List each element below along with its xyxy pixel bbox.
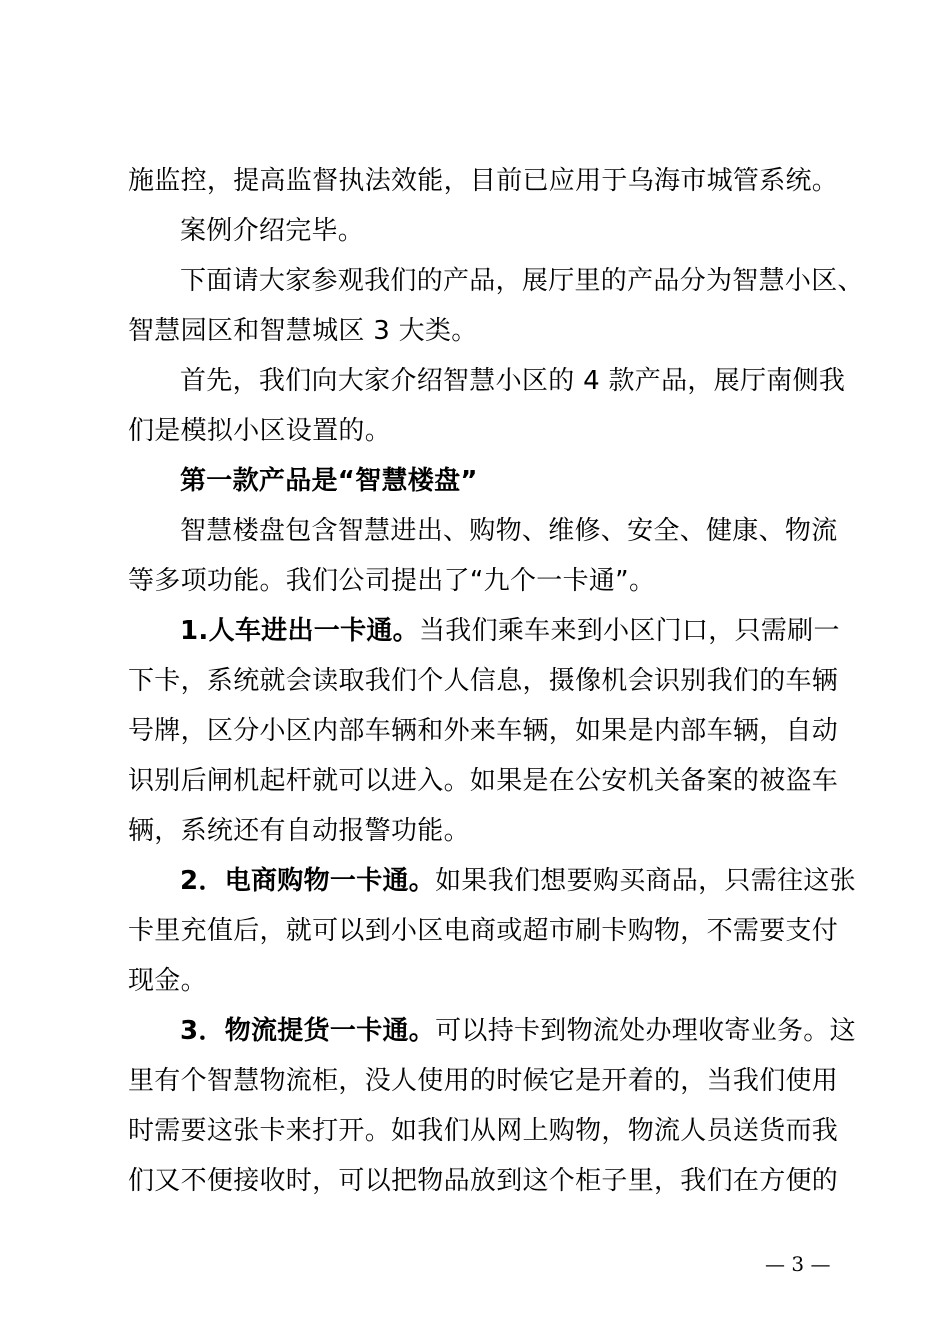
page-number: — 3 — [765,1252,831,1276]
text-line: 们又不便接收时，可以把物品放到这个柜子里，我们在方便的 [128,1166,839,1196]
paragraph [128,506,838,606]
text-line: 等多项功能。我们公司提出了“九个一卡通”。 [128,566,656,596]
text-line: 智慧楼盘包含智慧进出、购物、维修、安全、健康、物流 [180,516,838,546]
paragraph [128,1006,856,1206]
text-line: 首先，我们向大家介绍智慧小区的 4 款产品，展厅南侧我 [180,366,846,396]
item-heading: 3．物流提货一卡通。 [180,1016,436,1046]
paragraph [128,606,840,856]
item-heading: 2．电商购物一卡通。 [180,866,436,896]
text-line: 里有个智慧物流柜，没人使用的时候它是开着的，当我们使用 [128,1066,839,1096]
body-text [128,156,864,1206]
text-line: 卡里充值后，就可以到小区电商或超市刷卡购物，不需要支付 [128,916,839,946]
heading-text: 第一款产品是“智慧楼盘” [180,466,478,496]
text-line: 施监控，提高监督执法效能，目前已应用于乌海市城管系统。 [128,166,839,196]
text-line: 下卡，系统就会读取我们个人信息，摄像机会识别我们的车辆 [128,666,839,696]
text-line: 现金。 [128,966,207,996]
text-line: 时需要这张卡来打开。如我们从网上购物，物流人员送货而我 [128,1116,839,1146]
paragraph [128,256,864,356]
text-line: 号牌，区分小区内部车辆和外来车辆，如果是内部车辆，自动 [128,716,839,746]
text-line: 们是模拟小区设置的。 [128,416,392,446]
paragraph [128,356,846,456]
text-line: 智慧园区和智慧城区 3 大类。 [128,316,478,346]
item-heading: 1.人车进出一卡通。 [180,616,419,646]
text-run: 当我们乘车来到小区门口，只需刷一 [418,616,840,646]
text-line: 识别后闸机起杆就可以进入。如果是在公安机关备案的被盗车 [128,766,839,796]
text-line: 案例介绍完毕。 [180,216,365,246]
text-run: 可以持卡到物流处办理收寄业务。这 [435,1016,856,1046]
text-line: 辆，系统还有自动报警功能。 [128,816,470,846]
paragraph [128,856,856,1006]
paragraph [128,156,839,206]
text-line: 下面请大家参观我们的产品，展厅里的产品分为智慧小区、 [180,266,864,296]
section-heading [128,456,828,506]
paragraph [128,206,828,256]
text-run: 如果我们想要购买商品，只需往这张 [435,866,856,896]
